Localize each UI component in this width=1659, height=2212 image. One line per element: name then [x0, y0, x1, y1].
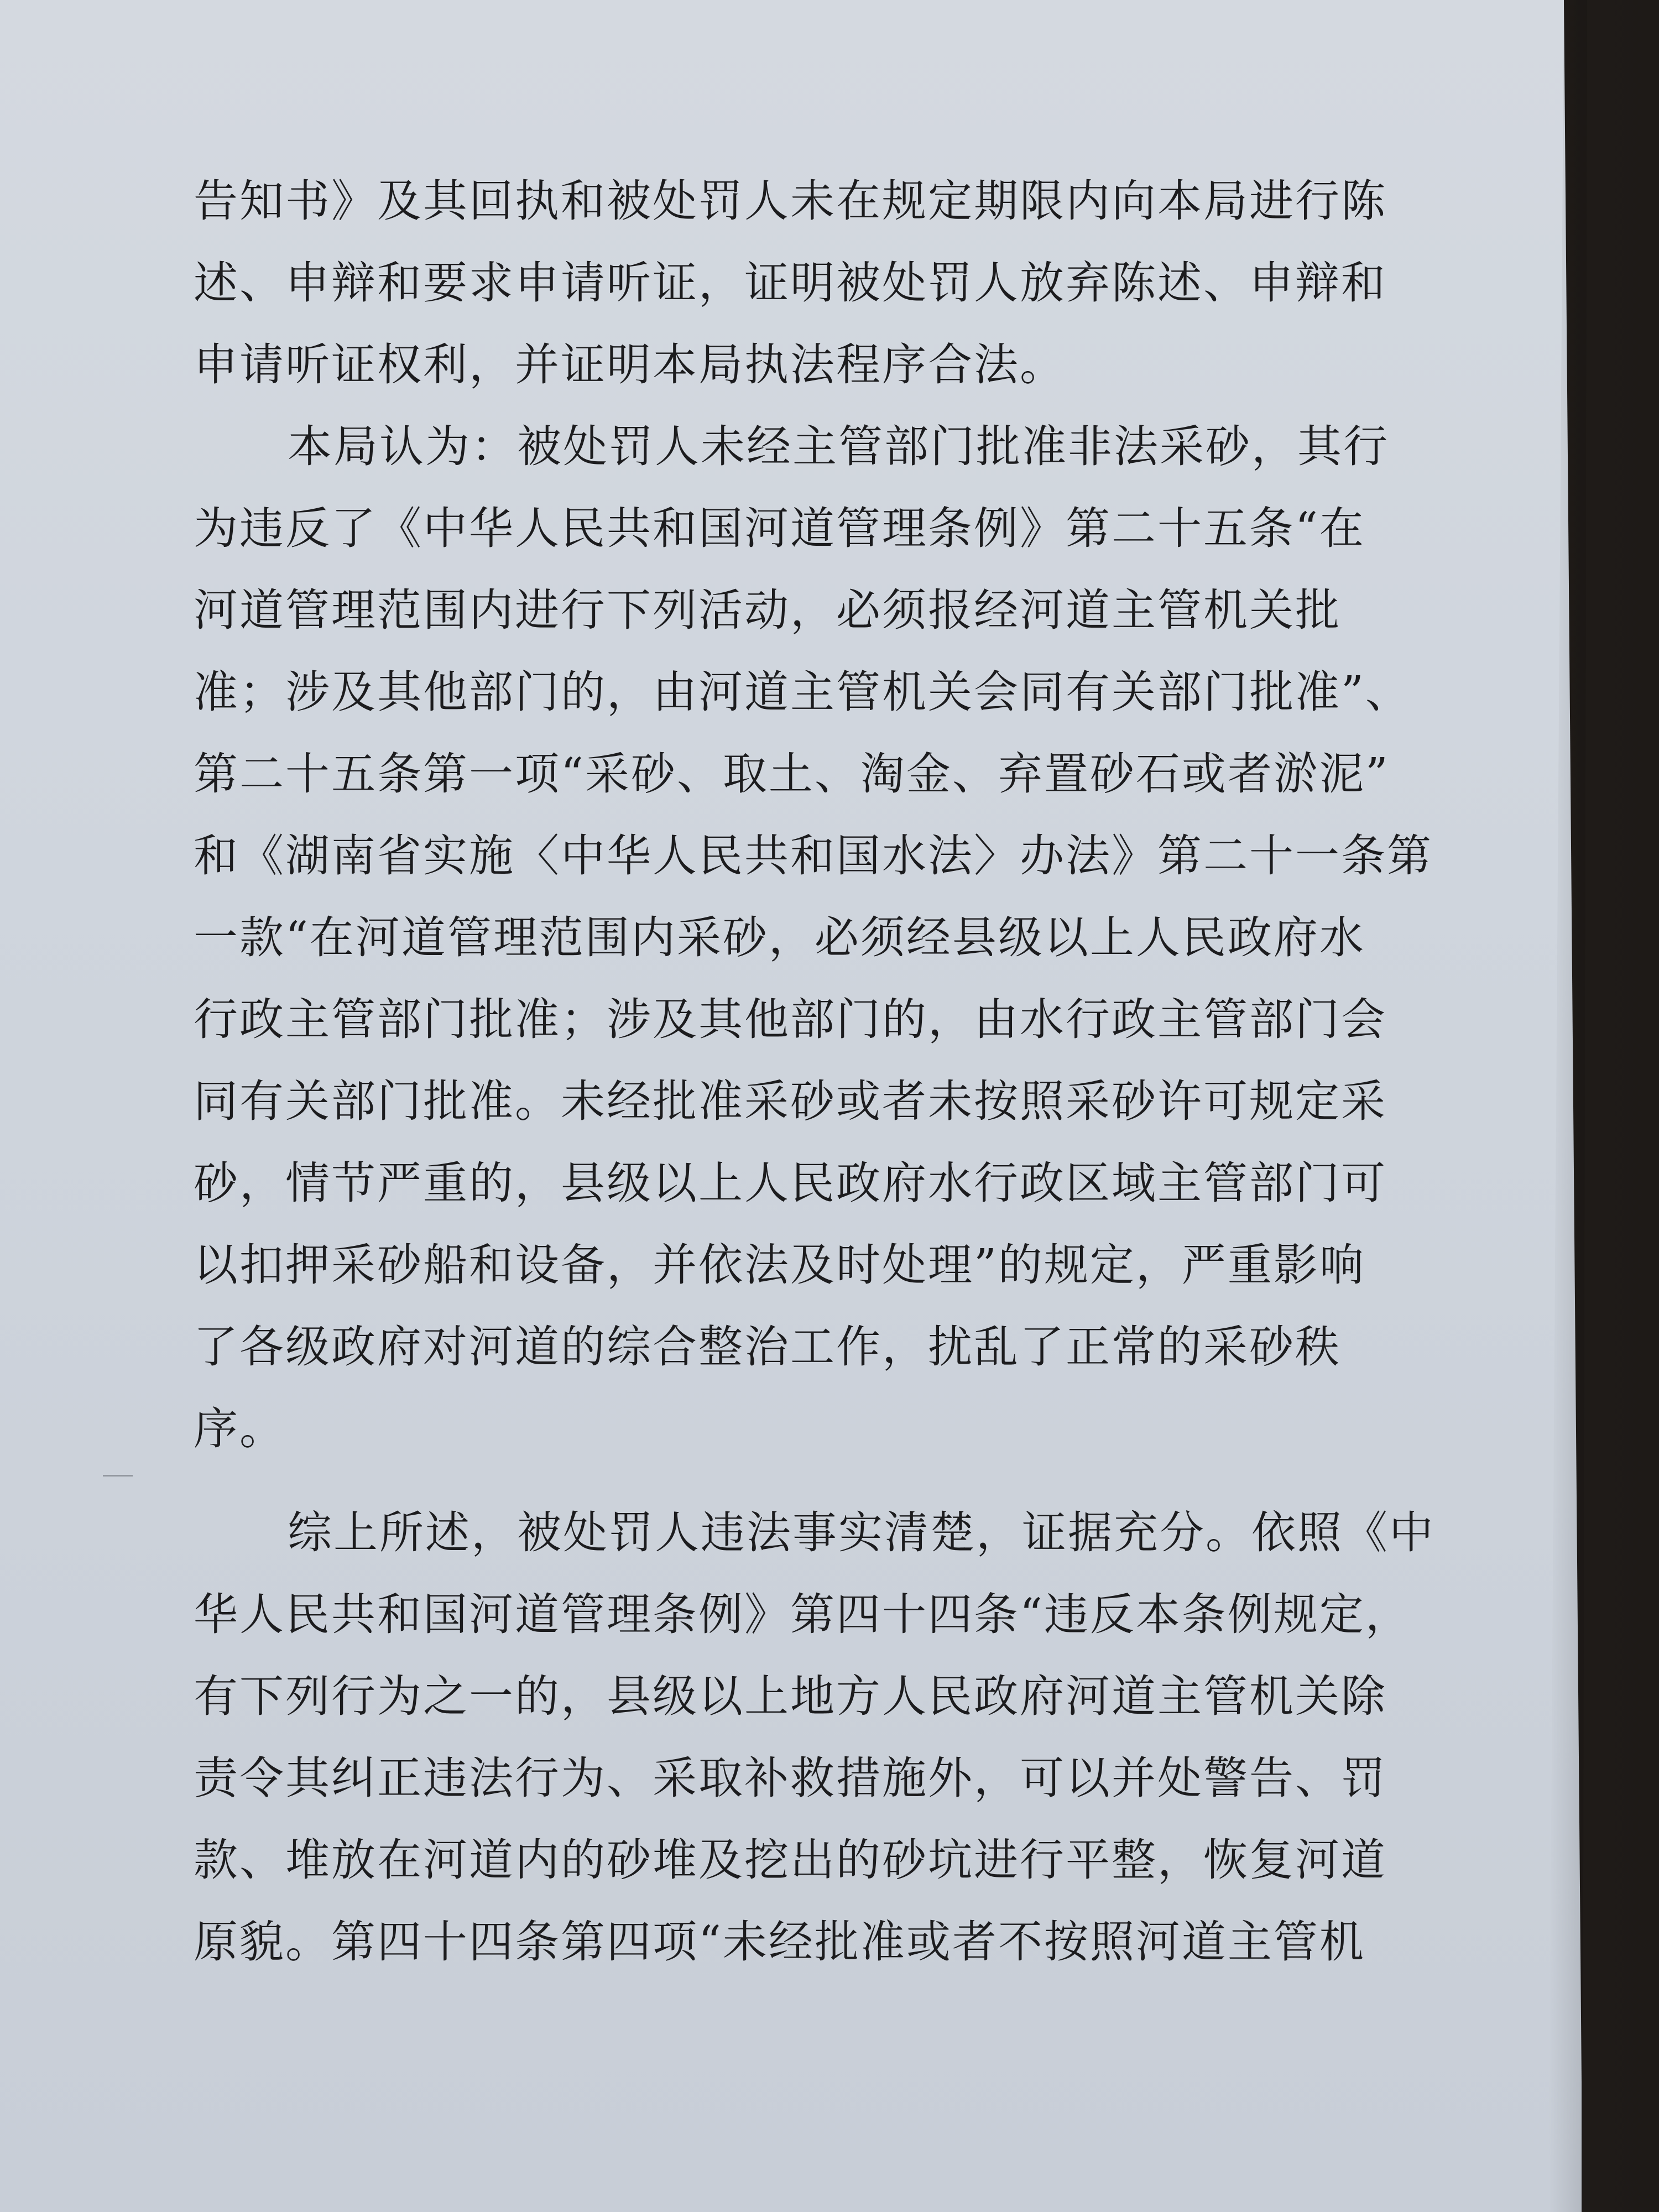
text-line: 原貌。第四十四条第四项“未经批准或者不按照河道主管机	[194, 1916, 1365, 1968]
text-line: 和《湖南省实施〈中华人民共和国水法〉办法》第二十一条第	[194, 830, 1433, 881]
text-line: 同有关部门批准。未经批准采砂或者未按照采砂许可规定采	[194, 1076, 1387, 1127]
margin-mark	[103, 1475, 133, 1477]
paragraph-start-line: 本局认为：被处罚人未经主管部门批准非法采砂，其行	[288, 421, 1389, 472]
text-line: 河道管理范围内进行下列活动，必须报经河道主管机关批	[194, 585, 1341, 636]
text-line: 以扣押采砂船和设备，并依法及时处理”的规定，严重影响	[194, 1239, 1365, 1291]
text-line: 告知书》及其回执和被处罚人未在规定期限内向本局进行陈	[194, 175, 1387, 227]
text-line: 序。	[194, 1403, 285, 1454]
text-line: 款、堆放在河道内的砂堆及挖出的砂坑进行平整，恢复河道	[194, 1834, 1387, 1886]
text-line: 准；涉及其他部门的，由河道主管机关会同有关部门批准”、	[194, 666, 1411, 718]
text-line: 为违反了《中华人民共和国河道管理条例》第二十五条“在	[194, 503, 1365, 554]
text-line: 第二十五条第一项“采砂、取土、淘金、弃置砂石或者淤泥”	[194, 748, 1390, 800]
text-line: 有下列行为之一的，县级以上地方人民政府河道主管机关除	[194, 1671, 1387, 1722]
text-line: 了各级政府对河道的综合整治工作，扰乱了正常的采砂秩	[194, 1321, 1341, 1373]
text-line: 述、申辩和要求申请听证，证明被处罚人放弃陈述、申辩和	[194, 257, 1387, 309]
text-line: 一款“在河道管理范围内采砂，必须经县级以上人民政府水	[194, 912, 1365, 963]
paragraph-start-line: 综上所述，被处罚人违法事实清楚，证据充分。依照《中	[288, 1507, 1435, 1558]
text-line: 行政主管部门批准；涉及其他部门的，由水行政主管部门会	[194, 994, 1387, 1045]
text-line: 责令其纠正违法行为、采取补救措施外，可以并处警告、罚	[194, 1752, 1387, 1804]
text-line: 砂，情节严重的，县级以上人民政府水行政区域主管部门可	[194, 1157, 1387, 1209]
text-line: 申请听证权利，并证明本局执法程序合法。	[194, 339, 1066, 390]
document-body	[194, 160, 1435, 1983]
text-line: 华人民共和国河道管理条例》第四十四条“违反本条例规定，	[194, 1589, 1411, 1640]
